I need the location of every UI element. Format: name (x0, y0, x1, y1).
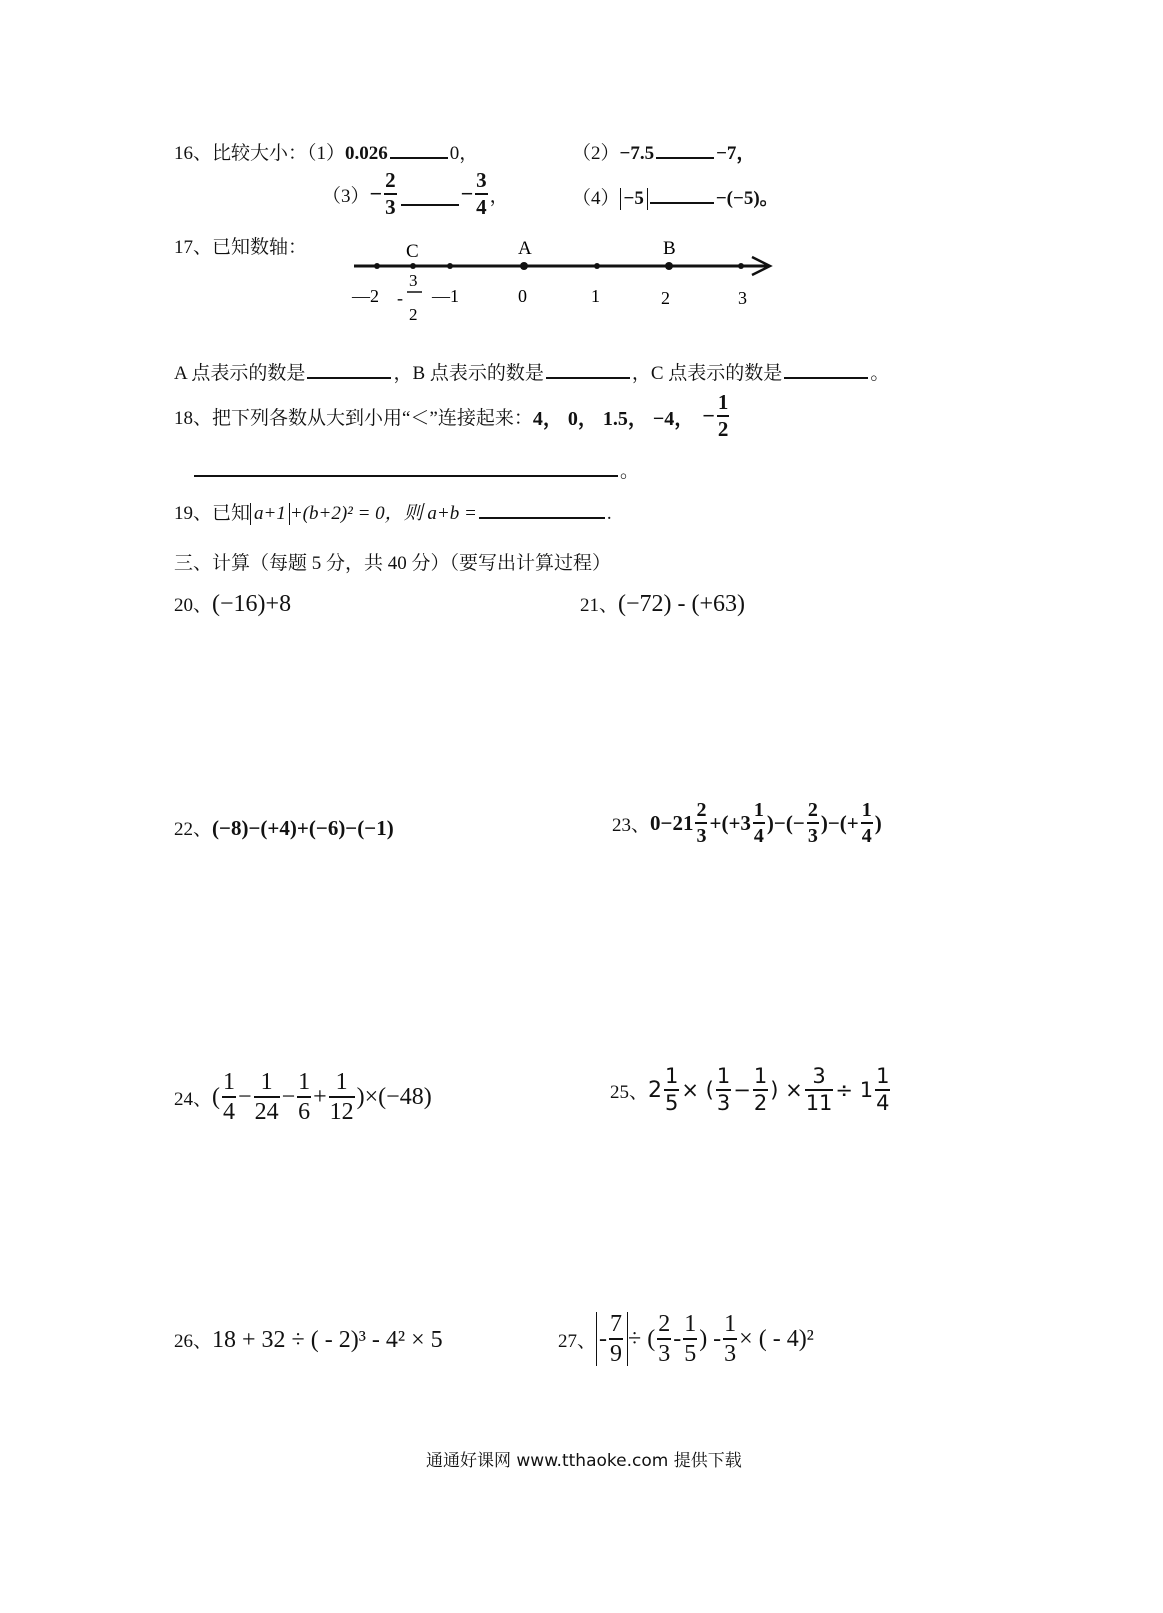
q16-p3-tail: ， (489, 185, 509, 207)
q25-frac4 (805, 1066, 834, 1114)
q23-b: +(+3 (709, 810, 751, 835)
q16-p3-frac1 (384, 170, 397, 218)
q27-f1-den: 9 (610, 1341, 623, 1367)
q23-frac3 (807, 800, 819, 846)
tick-dot (447, 263, 453, 269)
q23-e: ) (874, 810, 882, 835)
q17-a-blank[interactable] (307, 376, 391, 379)
q21-expr: (−72) - (+63) (618, 591, 746, 617)
q24-f3-num: 1 (297, 1070, 311, 1098)
point-c-dot (410, 263, 416, 269)
q17-b-text: ，B 点表示的数是 (393, 363, 544, 384)
q18-sign: − (702, 403, 715, 428)
q23-a: 0−21 (650, 810, 694, 835)
q27-f3-num: 1 (683, 1312, 697, 1340)
q23-d: )−(+ (820, 810, 859, 835)
q27-abs (596, 1312, 628, 1366)
q16-line1 (174, 138, 478, 165)
q16-p4-abs: −5 (620, 188, 648, 210)
q16-p2-label: （2） (572, 143, 620, 164)
q17-label: 17、已知数轴： (174, 237, 308, 258)
q24-f4-den: 12 (329, 1099, 354, 1125)
q25-frac1 (664, 1066, 679, 1114)
q24-frac3 (297, 1070, 311, 1124)
q16-p3-den2: 4 (476, 195, 487, 219)
q24-f1-den: 4 (223, 1099, 236, 1125)
tick-label-frac-den: 2 (409, 305, 418, 324)
q22-expr: (−8)−(+4)+(−6)−(−1) (212, 816, 394, 840)
q16-part3 (322, 170, 509, 218)
q23-f2-den: 4 (753, 825, 764, 847)
q23-f1-den: 3 (696, 825, 707, 847)
number-line-figure (340, 232, 790, 332)
q16-p2-right: −7， (716, 143, 756, 164)
q27-f2-num: 2 (657, 1312, 671, 1340)
q25-op2: − (733, 1078, 751, 1102)
q17-b-blank[interactable] (546, 376, 630, 379)
q24-f2-num: 1 (254, 1070, 280, 1098)
q21 (580, 590, 745, 618)
q17-answer-line (174, 358, 889, 385)
q27-f3-den: 5 (684, 1341, 697, 1367)
q24 (174, 1070, 432, 1124)
q16-p3-frac2 (475, 170, 488, 218)
q24-op3: + (313, 1083, 327, 1110)
q19-end: . (606, 503, 612, 524)
q19-abs: a+1 (250, 503, 290, 525)
q27-frac3 (683, 1312, 697, 1366)
q27-frac1 (609, 1312, 623, 1366)
q26 (174, 1326, 443, 1354)
q27-f1-num: 7 (609, 1312, 623, 1340)
q25-f4-num: 3 (805, 1066, 834, 1091)
q21-label: 21、 (580, 595, 619, 616)
q18-nums: 4， 0， 1.5， −4， (532, 407, 695, 430)
q27-frac4 (723, 1312, 737, 1366)
q23-f3-den: 3 (807, 825, 818, 847)
tick-dot (594, 263, 600, 269)
q17-end: 。 (870, 363, 890, 384)
q27-sign: - (599, 1325, 608, 1352)
q18-num: 1 (717, 392, 730, 417)
q23-label: 23、 (612, 814, 651, 836)
q16-p3-blank[interactable] (401, 203, 459, 206)
tick-dot (738, 263, 744, 269)
q19-expr: +(b+2)² = 0，则 a+b = (289, 503, 477, 524)
q26-label: 26、 (174, 1331, 213, 1352)
q23-frac1 (695, 800, 707, 846)
q25-frac5 (875, 1066, 890, 1114)
point-b-label: B (663, 238, 676, 259)
q20 (174, 590, 291, 618)
q25-f1-num: 1 (664, 1066, 679, 1091)
q23 (612, 800, 882, 846)
tick-label-minus2: —2 (352, 286, 379, 306)
q24-op1: − (238, 1083, 252, 1110)
tick-label-3: 3 (738, 288, 747, 308)
q20-label: 20、 (174, 595, 213, 616)
q24-frac2 (254, 1070, 280, 1124)
q27-f4-den: 3 (724, 1341, 737, 1367)
point-c-label: C (406, 241, 419, 262)
tick-label-1: 1 (591, 286, 600, 306)
q27-f4-num: 1 (723, 1312, 737, 1340)
q16-p3-den: 3 (385, 195, 396, 219)
q25-frac3 (753, 1066, 768, 1114)
q25-f2-num: 1 (716, 1066, 731, 1091)
q18-frac (717, 392, 730, 440)
q16-p4-right: −(−5)。 (715, 188, 779, 209)
q18-end: 。 (620, 461, 640, 482)
q17-a-text: A 点表示的数是 (174, 363, 306, 384)
q16-p1-blank[interactable] (390, 156, 448, 159)
q16-p1-right: 0， (449, 143, 479, 164)
q16-p3-sign2: − (460, 181, 474, 206)
q25-f5-den: 4 (876, 1091, 890, 1115)
q23-f4-num: 1 (861, 800, 873, 824)
q18-blank[interactable] (194, 474, 618, 477)
q25-label: 25、 (610, 1081, 649, 1103)
q27-frac2 (657, 1312, 671, 1366)
q25-f3-den: 2 (753, 1091, 768, 1115)
tick-label-minus1: —1 (432, 286, 459, 306)
q22 (174, 814, 394, 841)
q27-f2-den: 3 (658, 1341, 671, 1367)
q24-tail: )×(−48) (356, 1083, 432, 1110)
q23-f1-num: 2 (695, 800, 707, 824)
q27-tail: × ( - 4)² (739, 1325, 814, 1352)
q18-den: 2 (717, 417, 729, 441)
q24-label: 24、 (174, 1088, 213, 1110)
q16-part2 (572, 138, 755, 165)
q25-whole1: 2 (648, 1077, 663, 1103)
q24-f3-den: 6 (298, 1099, 311, 1125)
q24-f2-den: 24 (254, 1099, 279, 1125)
q18-line (174, 392, 731, 440)
q16-p2-blank[interactable] (656, 156, 714, 159)
tick-label-2: 2 (661, 288, 670, 308)
q25-op4: ÷ 1 (835, 1078, 874, 1102)
q19-blank[interactable] (479, 516, 605, 519)
q27-op1: ÷ ( (628, 1325, 656, 1352)
q18-label: 18、把下列各数从大到小用“＜”连接起来： (174, 407, 533, 429)
q27-op3: ) - (699, 1325, 722, 1352)
q24-frac4 (329, 1070, 355, 1124)
q19-label: 19、已知 (174, 503, 251, 524)
q27-label: 27、 (558, 1330, 597, 1352)
point-a-dot (520, 262, 528, 270)
q16-label: 16、比较大小：（1） (174, 143, 346, 164)
q25-op1: × ( (681, 1078, 714, 1102)
q24-f1-num: 1 (222, 1070, 236, 1098)
q22-label: 22、 (174, 819, 213, 840)
q23-f4-den: 4 (861, 825, 872, 847)
point-a-label: A (518, 238, 532, 259)
q25-f2-den: 3 (716, 1091, 731, 1115)
q16-p4-blank[interactable] (650, 201, 714, 204)
q24-open: ( (212, 1083, 221, 1110)
q25-f4-den: 11 (805, 1091, 833, 1115)
tick-label-frac-num: 3 (409, 271, 418, 290)
point-b-dot (665, 262, 673, 270)
q26-expr: 18 + 32 ÷ ( - 2)³ - 4² × 5 (212, 1327, 443, 1353)
q16-p2-left: −7.5 (619, 143, 655, 164)
tick-label-minus-sign: - (397, 288, 403, 308)
q25-f3-num: 1 (753, 1066, 768, 1091)
q24-op2: − (281, 1083, 296, 1110)
q16-p3-label: （3） (322, 185, 370, 207)
q27 (558, 1312, 814, 1366)
q25-op3: ) × (770, 1078, 803, 1102)
q24-f4-num: 1 (329, 1070, 355, 1098)
q19-line (174, 498, 612, 525)
q27-op2: - (673, 1325, 682, 1352)
q23-f3-num: 2 (807, 800, 819, 824)
q25-f1-den: 5 (665, 1091, 679, 1115)
q25-frac2 (716, 1066, 731, 1114)
footer-credit: 通通好课网 www.tthaoke.com 提供下载 (426, 1451, 742, 1471)
tick-label-0: 0 (518, 286, 527, 306)
q23-f2-num: 1 (753, 800, 765, 824)
q16-p1-left: 0.026 (345, 143, 388, 164)
q16-p3-num2: 3 (475, 170, 488, 195)
q20-expr: (−16)+8 (212, 591, 292, 617)
q18-answer (192, 456, 639, 483)
q25 (610, 1066, 892, 1114)
q16-p4-label: （4） (572, 188, 620, 209)
q16-p3-num: 2 (384, 170, 397, 195)
q23-frac2 (753, 800, 765, 846)
q23-c: )−(− (766, 810, 805, 835)
q23-frac4 (861, 800, 873, 846)
tick-dot (374, 263, 380, 269)
section3-title: 三、计算（每题 5 分，共 40 分）（要写出计算过程） (174, 553, 612, 574)
q24-frac1 (222, 1070, 236, 1124)
q25-f5-num: 1 (875, 1066, 890, 1091)
q16-part4 (572, 183, 779, 210)
q16-p3-sign: − (369, 181, 383, 206)
q17-c-text: ，C 点表示的数是 (631, 363, 783, 384)
q17-c-blank[interactable] (784, 376, 868, 379)
